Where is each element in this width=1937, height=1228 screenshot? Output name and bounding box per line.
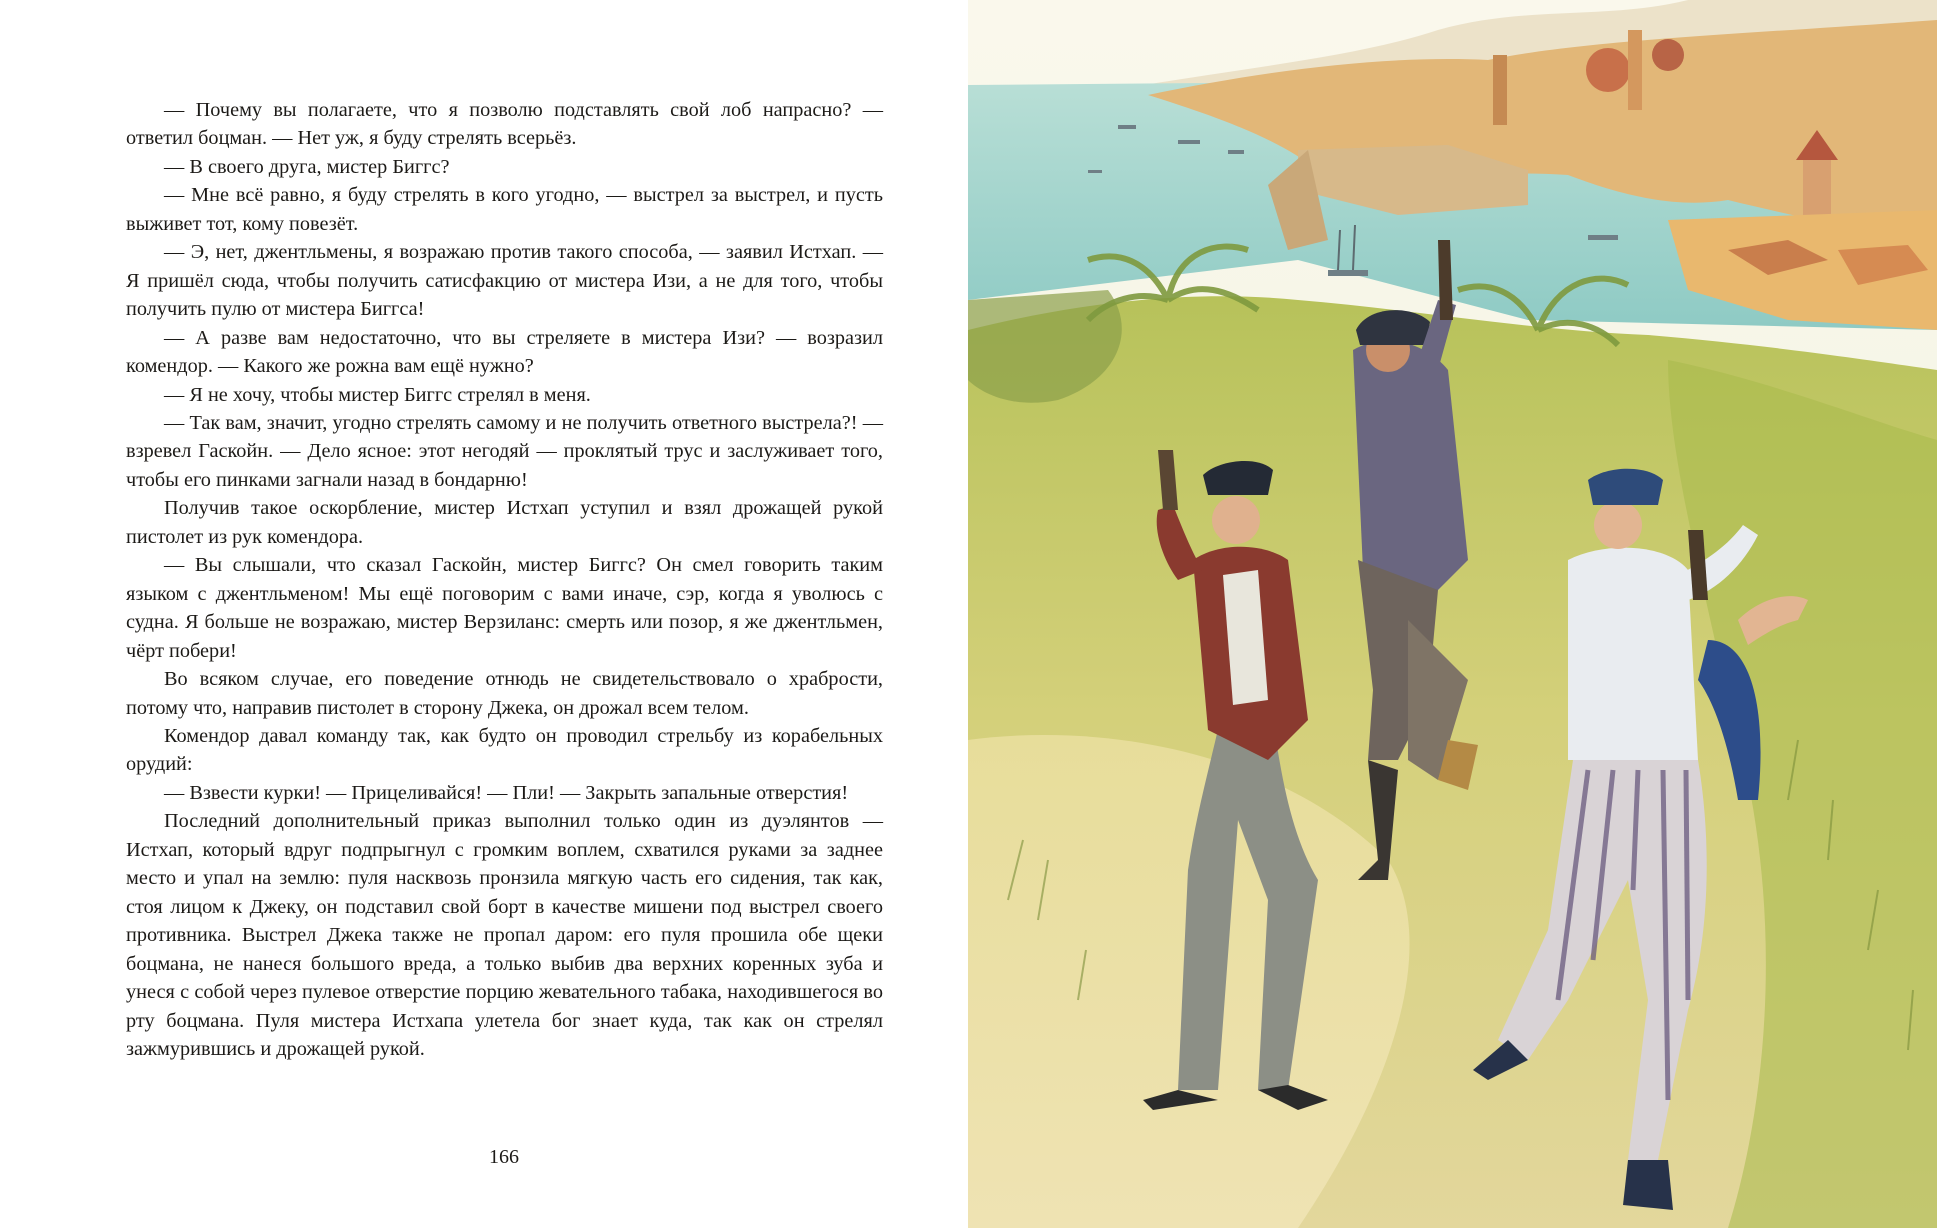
paragraph: Получив такое оскорбление, мистер Истхап уступил и взял дрожащей рукой пистолет из рук комендора.	[126, 497, 883, 548]
paragraph: — Вы слышали, что сказал Гаскойн, мистер Биггс? Он смел говорить таким языком с джентльменом! Мы ещё поговорим с вами иначе, сэр, когда я уволюсь с судна. Я больше не возражаю, мистер Верзиланс: смерть или позор, я же джентльмен, чёрт побери!	[126, 554, 883, 662]
paragraph: Во всяком случае, его поведение отнюдь не свидетельствовало о храбрости, потому что, направив пистолет в сторону Джека, он дрожал всем телом.	[126, 668, 883, 719]
text-page	[0, 0, 968, 1228]
illustration-duel-scene	[968, 0, 1937, 1228]
paragraph: — Э, нет, джентльмены, я возражаю против такого способа, — заявил Истхап. — Я пришёл сюда, чтобы получить сатисфакцию от мистера Изи, а не для того, чтобы получить пулю от мистера Биггса!	[126, 241, 883, 321]
paragraph: — В своего друга, мистер Биггс?	[164, 155, 450, 178]
paragraph: Комендор давал команду так, как будто он проводил стрельбу из корабельных орудий:	[126, 724, 883, 776]
church-tower	[1628, 30, 1642, 110]
paragraph: — Взвести курки! — Прицеливайся! — Пли! — Закрыть запальные отверстия!	[164, 781, 849, 804]
church-tower	[1493, 55, 1507, 125]
dome	[1586, 48, 1630, 92]
paragraph: — А разве вам недостаточно, что вы стреляете в мистера Изи? — возразил комендор. — Какого же рожна вам ещё нужно?	[126, 326, 883, 378]
paragraph: — Почему вы полагаете, что я позволю подставлять свой лоб напрасно? — ответил боцман. — Нет уж, я буду стрелять всерьёз.	[126, 99, 883, 150]
paragraph: — Мне всё равно, я буду стрелять в кого угодно, — выстрел за выстрел, и пусть выживет тот, кому повезёт.	[126, 184, 883, 235]
paragraph: Последний дополнительный приказ выполнил только один из дуэлянтов — Истхап, который вдруг подпрыгнул с громким воплем, схватился руками за заднее место и упал на землю: пуля насквозь пронзила мягкую часть его сидения, так как, стоя лицом к Джеку, он подставил свой борт в качестве мишени под выстрел своего противника. Выстрел Джека также не пропал даром: его пуля прошила обе щеки боцмана, не нанеся большого вреда, а только выбив два верхних коренных зуба и унеся с собой через пулевое отверстие порцию жевательного табака, находившегося во рту боцмана. Пуля мистера Истхапа улетела бог знает куда, так как он стрелял зажмурившись и дрожащей рукой.	[126, 810, 883, 1060]
paragraph: — Так вам, значит, угодно стрелять самому и не получить ответного выстрела?! — взревел Гаскойн. — Дело ясное: этот негодяй — проклятый трус и заслуживает того, чтобы его пинками загнали назад в бондарню!	[126, 411, 883, 491]
page-number: 166	[489, 1146, 519, 1168]
text-block	[126, 96, 883, 1063]
dome	[1652, 39, 1684, 71]
paragraph: — Я не хочу, чтобы мистер Биггс стрелял в меня.	[164, 383, 591, 406]
illustration-canvas	[968, 0, 1937, 1228]
